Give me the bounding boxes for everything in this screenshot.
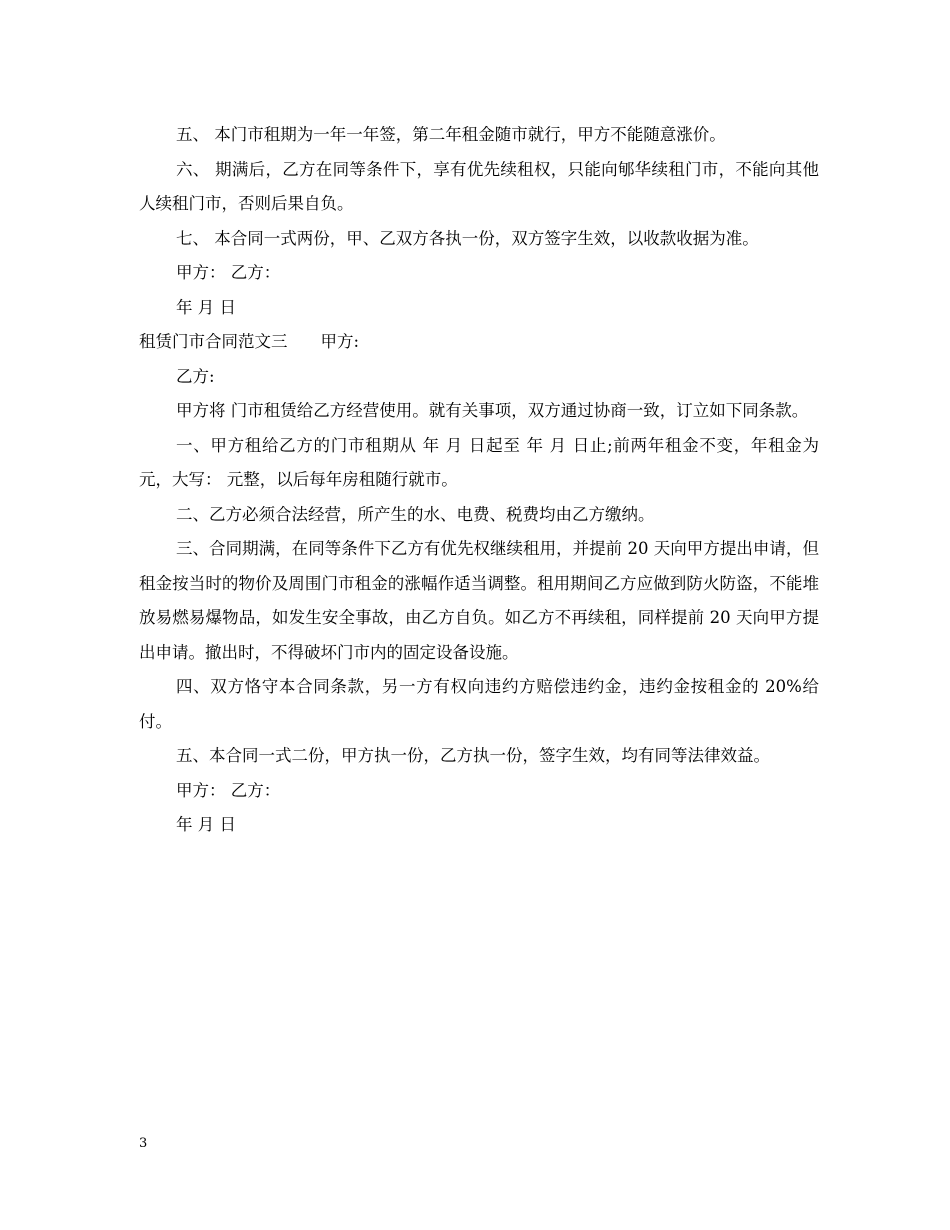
signature-parties-2: 甲方： 乙方： [176,780,281,800]
clause-2-legal-operation: 二、乙方必须合法经营，所产生的水、电费、税费均由乙方缴纳。 [176,504,655,524]
clause-1-rent: 一、甲方租给乙方的门市租期从 年 月 日起至 年 月 日止;前两年租金不变，年租金为 元，大写： 元整，以后每年房租随行就市。 [139,435,825,489]
signature-date: 年 月 日 [176,297,236,317]
signature-parties: 甲方： 乙方： [176,263,281,282]
clause-6-renewal: 六、 期满后，乙方在同等条件下，享有优先续租权，只能向郇华续租门市，不能向其他人续租门市，否则后果自负。 [139,159,819,213]
clause-7-copies: 七、 本合同一式两份，甲、乙双方各执一份，双方签字生效，以收款收据为准。 [176,228,759,248]
clause-5-copies: 五、本合同一式二份，甲方执一份，乙方执一份，签字生效，均有同等法律效益。 [176,746,770,765]
page-number: 3 [139,1136,148,1151]
section-title: 租赁门市合同范文三 甲方: [139,332,360,351]
clause-3-renewal-safety: 三、合同期满，在同等条件下乙方有优先权继续租用，并提前 20 天向甲方提出申请，但租金按当时的物价及周围门市租金的涨幅作适当调整。租用期间乙方应做到防火防盗，不能堆放易燃易爆物品，如发生安全事故，由乙方自负。如乙方不再续租，同样提前 20 天向甲方提出申请。撤出时，不得破坏门市内的固定设备设施。 [139,539,819,662]
clause-5-lease-term: 五、 本门市租期为一年一年签，第二年租金随市就行，甲方不能随意涨价。 [176,125,726,144]
document-body [139,118,825,843]
signature-date-2: 年 月 日 [176,815,236,834]
party-b-line: 乙方: [176,366,215,386]
contract-intro: 甲方将 门市租赁给乙方经营使用。就有关事项，双方通过协商一致，订立如下同条款。 [176,401,809,420]
clause-4-breach: 四、双方恪守本合同条款，另一方有权向违约方赔偿违约金，违约金按租金的 20%给付。 [139,677,819,731]
